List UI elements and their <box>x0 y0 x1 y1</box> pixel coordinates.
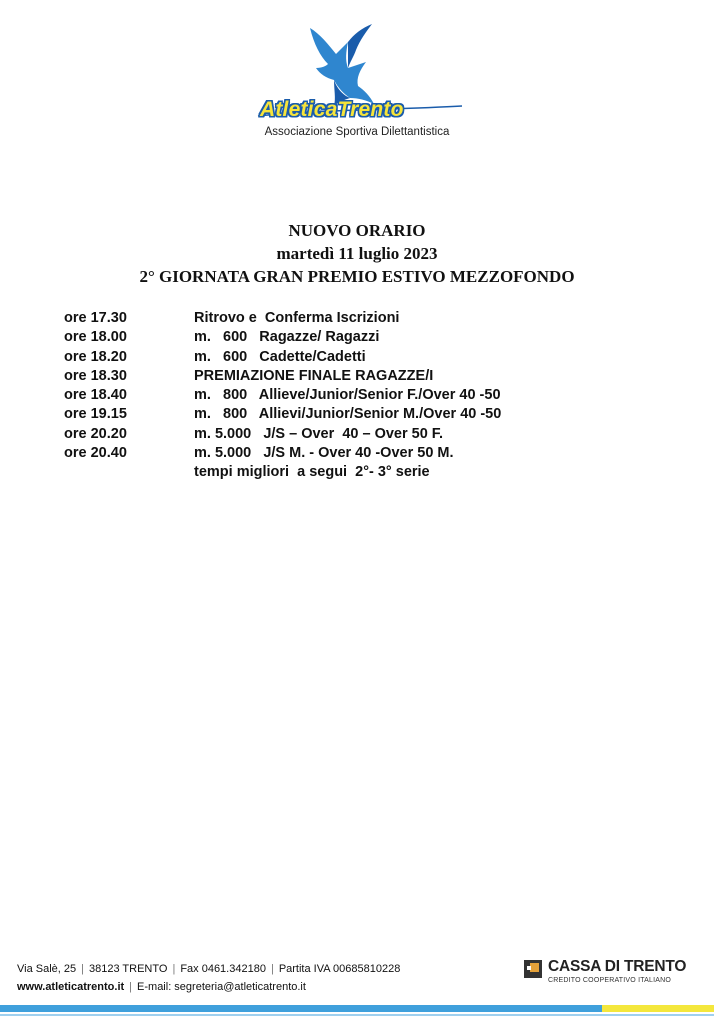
schedule-event: PREMIAZIONE FINALE RAGAZZE/I <box>194 367 434 384</box>
schedule-time: ore 18.40 <box>64 387 127 404</box>
footer-bottom-line <box>0 1014 714 1016</box>
announcement-heading <box>0 219 714 288</box>
schedule-note: tempi migliori a segui 2°- 3° serie <box>194 464 430 481</box>
schedule-event: m. 800 Allieve/Junior/Senior F./Over 40 -50 <box>194 387 501 404</box>
schedule-time: ore 19.15 <box>64 406 127 423</box>
footer-vat: Partita IVA 00685810228 <box>278 963 401 975</box>
footer-separator: | <box>270 963 274 975</box>
cassa-logo-icon <box>524 960 542 978</box>
schedule-time: ore 18.30 <box>64 367 127 384</box>
club-logo <box>250 20 470 120</box>
footer-line-address <box>17 960 400 978</box>
logo-text: AtleticaTrento <box>260 98 404 121</box>
heading-line-date: martedì 11 luglio 2023 <box>276 244 438 263</box>
schedule-time: ore 20.40 <box>64 445 127 462</box>
schedule-event: m. 600 Cadette/Cadetti <box>194 348 366 365</box>
schedule-time: ore 18.20 <box>64 348 127 365</box>
footer-separator: | <box>172 963 176 975</box>
association-text: Associazione Sportiva Dilettantistica <box>264 126 450 138</box>
footer-fax: Fax 0461.342180 <box>180 963 266 975</box>
footer-bar-yellow <box>602 1005 714 1012</box>
footer-color-bar <box>0 1005 714 1012</box>
heading-line-event: 2° GIORNATA GRAN PREMIO ESTIVO MEZZOFONDO <box>139 267 575 286</box>
footer-bar-blue <box>0 1005 602 1012</box>
schedule-event: m. 600 Ragazze/ Ragazzi <box>194 329 380 346</box>
schedule-event: m. 5.000 J/S M. - Over 40 -Over 50 M. <box>194 445 454 462</box>
schedule-event: Ritrovo e Conferma Iscrizioni <box>194 310 400 326</box>
footer-address: Via Salè, 25 <box>17 963 77 975</box>
footer-separator: | <box>81 963 84 975</box>
schedule-event: m. 800 Allievi/Junior/Senior M./Over 40 -50 <box>194 406 502 423</box>
sponsor-subtitle: CREDITO COOPERATIVO ITALIANO <box>548 977 672 984</box>
schedule-time: ore 20.20 <box>64 425 127 442</box>
association-label <box>0 126 714 138</box>
schedule-event: m. 5.000 J/S – Over 40 – Over 50 F. <box>194 425 444 442</box>
footer-email-link[interactable]: E-mail: segreteria@atleticatrento.it <box>137 981 306 993</box>
schedule-time: ore 18.00 <box>64 329 127 346</box>
footer-city: 38123 TRENTO <box>88 963 168 975</box>
sponsor-logo <box>524 958 704 990</box>
footer-line-web <box>17 978 400 996</box>
footer-website-link[interactable]: www.atleticatrento.it <box>17 981 125 993</box>
heading-line-title: NUOVO ORARIO <box>288 221 426 240</box>
sponsor-name: CASSA DI TRENTO <box>548 958 687 975</box>
footer-contact <box>17 960 400 996</box>
schedule-time: ore 17.30 <box>64 310 127 326</box>
footer-separator: | <box>129 981 133 993</box>
